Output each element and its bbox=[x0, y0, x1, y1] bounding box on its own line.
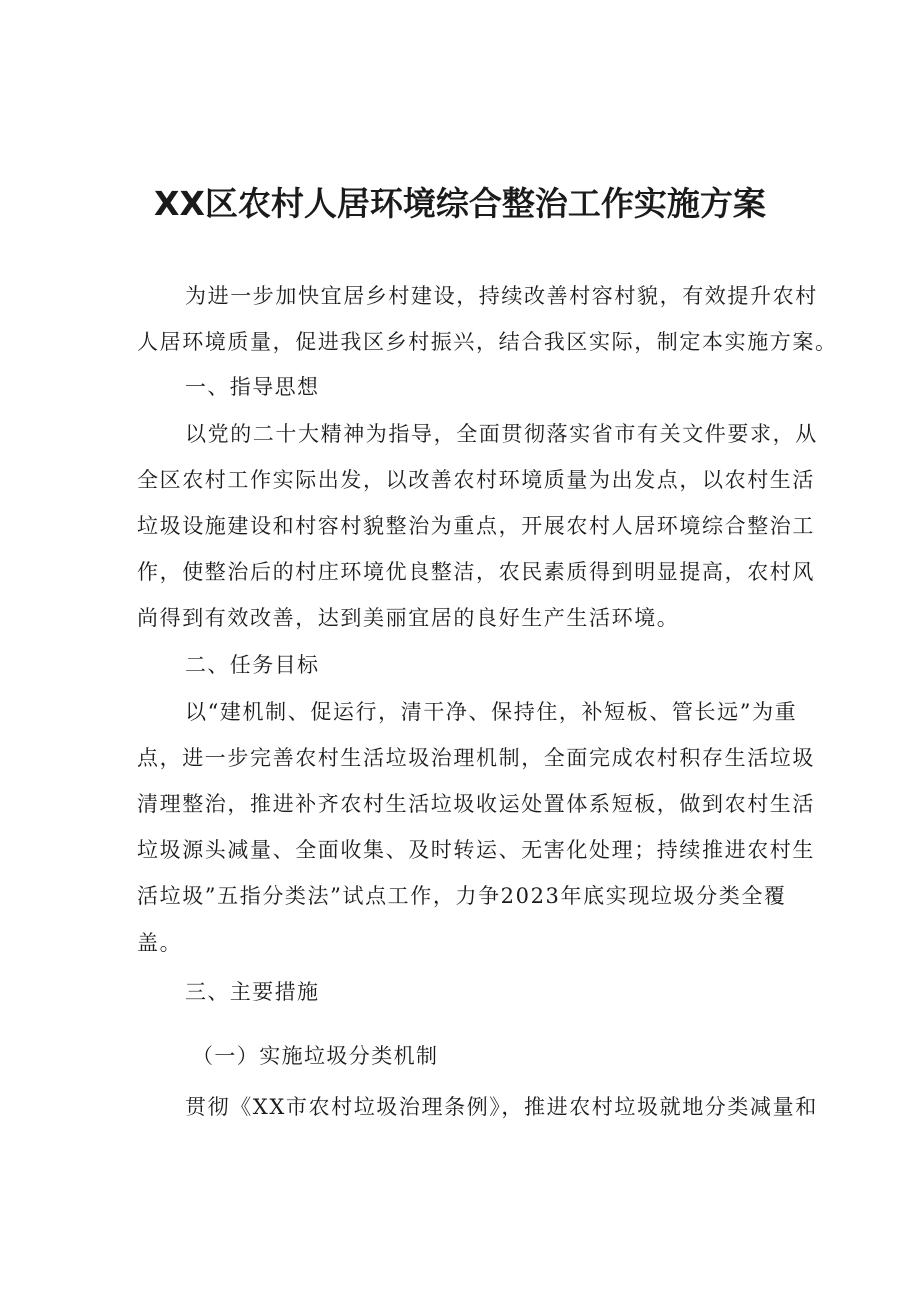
paragraph-3-line-1: 贯彻《XX市农村垃圾治理条例》，推进农村垃圾就地分类减量和 bbox=[185, 1095, 818, 1119]
subsection-heading-1: （一）实施垃圾分类机制 bbox=[192, 1044, 439, 1068]
document-title: XX区农村人居环境综合整治工作实施方案 bbox=[154, 184, 766, 223]
intro-line-2: 人居环境质量，促进我区乡村振兴，结合我区实际，制定本实施方案。 bbox=[137, 330, 838, 354]
paragraph-2-line-2: 点，进一步完善农村生活垃圾治理机制，全面完成农村积存生活垃圾 bbox=[137, 746, 815, 770]
paragraph-2-line-4: 垃圾源头减量、全面收集、及时转运、无害化处理；持续推进农村生 bbox=[137, 838, 815, 862]
paragraph-2-line-6: 盖。 bbox=[137, 931, 183, 955]
paragraph-1-line-5: 尚得到有效改善，达到美丽宜居的良好生产生活环境。 bbox=[137, 606, 680, 630]
paragraph-1-line-2: 全区农村工作实际出发，以改善农村环境质量为出发点，以农村生活 bbox=[137, 468, 815, 492]
paragraph-1-line-3: 垃圾设施建设和村容村貌整治为重点，开展农村人居环境综合整治工 bbox=[137, 514, 815, 538]
section-heading-2: 二、任务目标 bbox=[185, 653, 320, 677]
paragraph-1-line-4: 作，使整治后的村庄环境优良整洁，农民素质得到明显提高，农村风 bbox=[137, 560, 815, 584]
section-heading-3: 三、主要措施 bbox=[185, 980, 320, 1004]
intro-line-1: 为进一步加快宜居乡村建设，持续改善村容村貌，有效提升农村 bbox=[185, 284, 818, 308]
paragraph-1-line-1: 以党的二十大精神为指导，全面贯彻落实省市有关文件要求，从 bbox=[185, 422, 818, 446]
section-heading-1: 一、指导思想 bbox=[185, 375, 320, 399]
paragraph-2-line-5: 活垃圾”五指分类法”试点工作，力争2023年底实现垃圾分类全覆 bbox=[137, 884, 787, 908]
paragraph-2-line-1: 以“建机制、促运行，清干净、保持住，补短板、管长远”为重 bbox=[185, 700, 798, 724]
paragraph-2-line-3: 清理整治，推进补齐农村生活垃圾收运处置体系短板，做到农村生活 bbox=[137, 792, 815, 816]
